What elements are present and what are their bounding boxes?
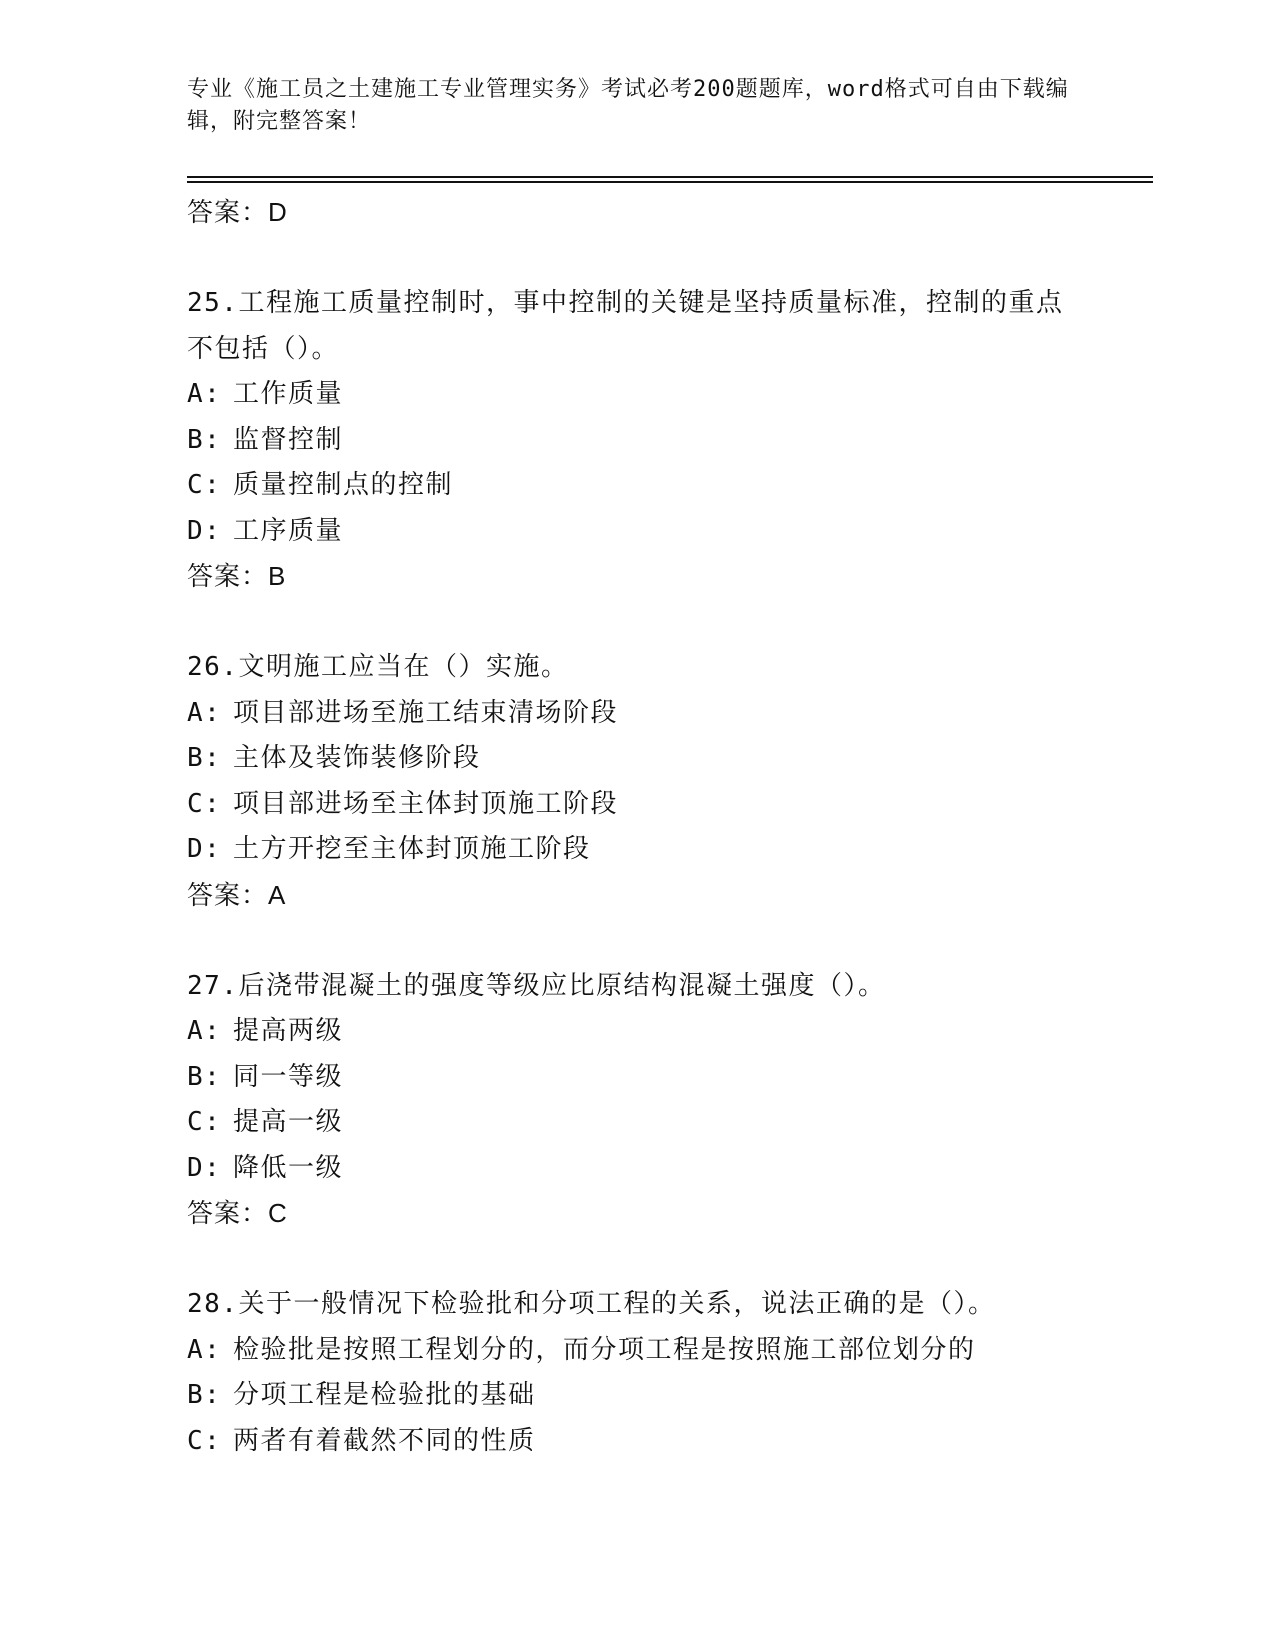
option-key: A: [187, 697, 222, 728]
option-text: 质量控制点的控制 [233, 470, 454, 500]
option-b [187, 1055, 1147, 1101]
option-b [187, 418, 1147, 464]
option-text: 降低一级 [233, 1152, 344, 1183]
option-c [187, 782, 1147, 828]
option-text: 提高两级 [233, 1016, 344, 1046]
option-text: 提高一级 [233, 1107, 344, 1137]
option-key: B: [187, 1061, 222, 1092]
option-key: C: [187, 788, 222, 819]
option-text: 分项工程是检验批的基础 [233, 1380, 536, 1410]
option-d [187, 827, 1147, 873]
option-d [187, 1146, 1147, 1192]
spacer [187, 600, 1147, 646]
header-rule-bottom [187, 181, 1153, 183]
option-key: D: [187, 1152, 222, 1183]
answer-line: 答案：C [187, 1198, 288, 1228]
option-text: 项目部进场至施工结束清场阶段 [233, 697, 619, 728]
option-key: A: [187, 379, 222, 409]
option-key: C: [187, 1107, 222, 1137]
option-b [187, 736, 1147, 782]
spacer [187, 1237, 1147, 1283]
question-item [187, 645, 1147, 918]
option-key: B: [187, 743, 222, 773]
option-key: B: [187, 1380, 222, 1410]
option-text: 土方开挖至主体封顶施工阶段 [233, 834, 591, 864]
option-text: 监督控制 [233, 424, 344, 455]
option-key: D: [187, 834, 222, 864]
option-a [187, 1328, 1147, 1374]
question-title: 26.文明施工应当在（）实施。 [187, 652, 569, 682]
spacer [187, 918, 1147, 964]
option-c [187, 1100, 1147, 1146]
question-title: 28.关于一般情况下检验批和分项工程的关系，说法正确的是（）。 [187, 1289, 996, 1319]
header-rule-top [187, 176, 1153, 178]
document-header: 专业《施工员之土建施工专业管理实务》考试必考200题题库，word格式可自由下载编辑，附完整答案！ [187, 77, 1069, 134]
option-key: A: [187, 1334, 222, 1365]
question-list [187, 190, 1147, 1464]
option-key: B: [187, 424, 222, 455]
option-c [187, 1419, 1147, 1465]
answer-line: 答案：B [187, 561, 287, 591]
answer-line: 答案：A [187, 879, 287, 910]
question-title: 25.工程施工质量控制时，事中控制的关键是坚持质量标准，控制的重点不包括（）。 [187, 288, 1064, 364]
option-text: 检验批是按照工程划分的，而分项工程是按照施工部位划分的 [233, 1334, 976, 1365]
option-text: 主体及装饰装修阶段 [233, 743, 481, 773]
option-a [187, 372, 1147, 418]
option-text: 同一等级 [233, 1061, 344, 1092]
question-item [187, 1282, 1147, 1464]
option-key: C: [187, 470, 222, 500]
option-text: 项目部进场至主体封顶施工阶段 [233, 788, 619, 819]
question-item [187, 964, 1147, 1237]
option-d [187, 509, 1147, 555]
option-c [187, 463, 1147, 509]
question-item [187, 281, 1147, 600]
option-key: C: [187, 1425, 222, 1456]
option-text: 工序质量 [233, 515, 344, 546]
answer-line: 答案：D [187, 197, 288, 227]
option-text: 工作质量 [233, 379, 344, 409]
option-a [187, 691, 1147, 737]
option-b [187, 1373, 1147, 1419]
option-a [187, 1009, 1147, 1055]
option-key: A: [187, 1016, 222, 1046]
spacer [187, 236, 1147, 282]
option-text: 两者有着截然不同的性质 [233, 1425, 536, 1456]
option-key: D: [187, 515, 222, 546]
question-title: 27.后浇带混凝土的强度等级应比原结构混凝土强度（）。 [187, 970, 886, 1001]
